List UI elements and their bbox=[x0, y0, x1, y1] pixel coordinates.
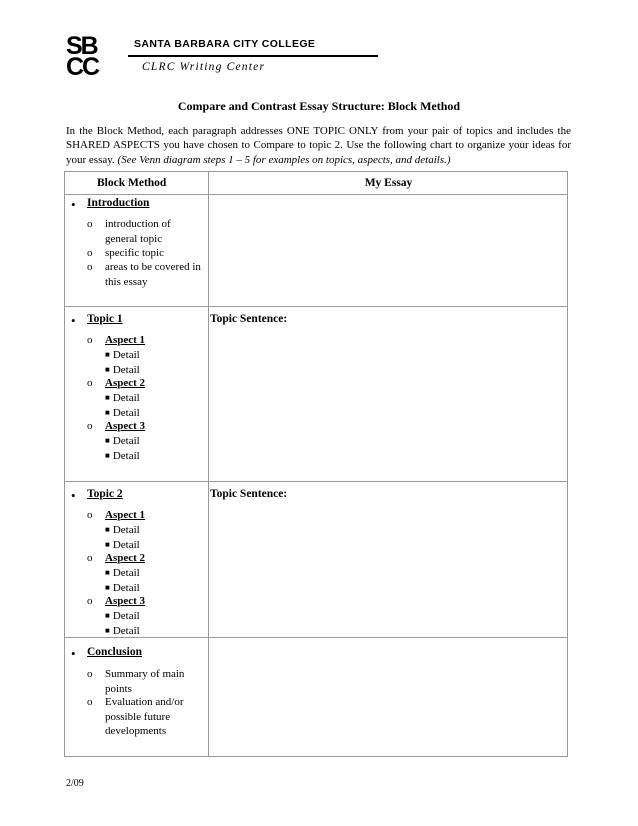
aspect-group: o Aspect 2 ■ Detail ■ Detail bbox=[105, 376, 205, 422]
column-header-block-method: Block Method bbox=[97, 177, 167, 189]
detail-item: ■ Detail bbox=[105, 407, 140, 419]
list-item: o Evaluation and/or possible future developments bbox=[87, 696, 184, 737]
block-method-chart bbox=[64, 171, 568, 757]
aspect-group: o Aspect 2 ■ Detail ■ Detail bbox=[105, 551, 205, 597]
circle-bullet-icon: o bbox=[87, 247, 93, 259]
detail-item: ■ Detail bbox=[105, 609, 140, 622]
detail-item: ■ Detail bbox=[105, 348, 140, 361]
square-bullet-icon: ■ bbox=[105, 567, 110, 577]
intro-paragraph bbox=[66, 124, 571, 167]
college-name: SANTA BARBARA CITY COLLEGE bbox=[134, 38, 316, 50]
circle-bullet-icon: o bbox=[87, 420, 93, 432]
detail-item: ■ Detail bbox=[105, 582, 140, 594]
square-bullet-icon: ■ bbox=[105, 349, 110, 359]
logo-monogram: SB CC bbox=[66, 32, 99, 81]
square-bullet-icon: ■ bbox=[105, 524, 110, 534]
list-item: o areas to be covered in this essay bbox=[87, 261, 201, 288]
square-bullet-icon: ■ bbox=[105, 365, 110, 374]
list-item: o introduction of general topic bbox=[87, 218, 171, 245]
detail-item: ■ Detail bbox=[105, 566, 140, 579]
writing-center-name: CLRC Writing Center bbox=[142, 61, 266, 73]
aspect-group: o Aspect 1 ■ Detail ■ Detail bbox=[105, 508, 205, 554]
circle-bullet-icon: o bbox=[87, 696, 93, 708]
detail-item: ■ Detail bbox=[105, 450, 140, 462]
intro-text: In the Block Method, each paragraph addresses ONE TOPIC ONLY from your pair of topics and includes the SHARED ASPECTS you have chosen to Compare to topic 2. Use the following chart to organize your ideas for your essay. bbox=[66, 125, 571, 166]
table-row-conclusion bbox=[65, 638, 567, 756]
square-bullet-icon: ■ bbox=[105, 392, 110, 402]
detail-item: ■ Detail bbox=[105, 625, 140, 637]
table-row-topic-2 bbox=[65, 482, 567, 637]
topic-2: • Topic 2 bbox=[71, 488, 123, 503]
my-essay-topic-1-cell[interactable] bbox=[210, 307, 567, 481]
bullet-icon: • bbox=[71, 646, 76, 661]
table-row-topic-1 bbox=[65, 307, 567, 481]
square-bullet-icon: ■ bbox=[105, 435, 110, 445]
aspect-group: o Aspect 3 ■ Detail ■ Detail bbox=[105, 419, 205, 465]
table-header-row bbox=[65, 172, 567, 195]
footer-date: 2/09 bbox=[66, 778, 84, 789]
aspect-group: o Aspect 1 ■ Detail ■ Detail bbox=[105, 333, 205, 379]
my-essay-introduction-cell[interactable] bbox=[210, 195, 567, 306]
topic-1-sentence-label: Topic Sentence: bbox=[210, 313, 288, 325]
bullet-icon: • bbox=[71, 313, 76, 328]
circle-bullet-icon: o bbox=[87, 377, 93, 389]
square-bullet-icon: ■ bbox=[105, 626, 110, 635]
square-bullet-icon: ■ bbox=[105, 583, 110, 592]
detail-item: ■ Detail bbox=[105, 434, 140, 447]
my-essay-conclusion-cell[interactable] bbox=[210, 638, 567, 756]
intro-note: (See Venn diagram steps 1 – 5 for examples on topics, aspects, and details.) bbox=[117, 153, 451, 166]
circle-bullet-icon: o bbox=[87, 509, 93, 521]
circle-bullet-icon: o bbox=[87, 261, 93, 273]
my-essay-topic-2-cell[interactable] bbox=[210, 482, 567, 637]
topic-introduction: • Introduction bbox=[71, 197, 150, 212]
circle-bullet-icon: o bbox=[87, 552, 93, 564]
bullet-icon: • bbox=[71, 197, 76, 212]
square-bullet-icon: ■ bbox=[105, 408, 110, 417]
document-title: Compare and Contrast Essay Structure: Block Method bbox=[177, 99, 461, 113]
circle-bullet-icon: o bbox=[87, 668, 93, 680]
list-item: o specific topic bbox=[87, 247, 164, 259]
square-bullet-icon: ■ bbox=[105, 610, 110, 620]
detail-item: ■ Detail bbox=[105, 539, 140, 551]
square-bullet-icon: ■ bbox=[105, 540, 110, 549]
bullet-icon: • bbox=[71, 488, 76, 503]
detail-item: ■ Detail bbox=[105, 364, 140, 376]
aspect-group: o Aspect 3 ■ Detail ■ Detail bbox=[105, 594, 205, 640]
column-header-my-essay: My Essay bbox=[364, 177, 413, 189]
detail-item: ■ Detail bbox=[105, 391, 140, 404]
square-bullet-icon: ■ bbox=[105, 451, 110, 460]
topic-conclusion: • Conclusion bbox=[71, 646, 142, 661]
detail-item: ■ Detail bbox=[105, 523, 140, 536]
circle-bullet-icon: o bbox=[87, 218, 93, 230]
topic-1: • Topic 1 bbox=[71, 313, 123, 328]
topic-2-sentence-label: Topic Sentence: bbox=[210, 488, 288, 500]
circle-bullet-icon: o bbox=[87, 334, 93, 346]
list-item: o Summary of main points bbox=[87, 668, 185, 695]
logo-divider bbox=[128, 55, 378, 57]
circle-bullet-icon: o bbox=[87, 595, 93, 607]
sbcc-logo bbox=[66, 32, 316, 84]
table-row-introduction bbox=[65, 195, 567, 306]
